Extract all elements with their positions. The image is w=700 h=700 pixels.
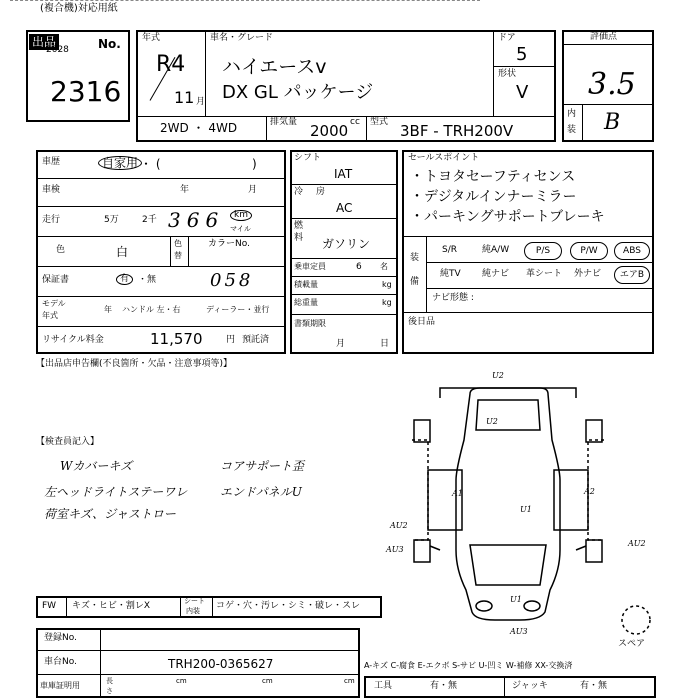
mark-au3-left: AU3 (386, 545, 404, 554)
equip-airbag: エアB (614, 266, 650, 284)
equip-ext-navi: 外ナビ (574, 269, 602, 279)
mark-u1: U1 (520, 505, 532, 514)
displacement-label: 排気量 (270, 117, 298, 127)
name-label: 車名・グレード (210, 33, 274, 43)
door-count: 5 (516, 44, 528, 65)
lot-shuppin-label: 出品 (29, 34, 59, 50)
later-label: 後日品 (408, 317, 436, 327)
grade-score: 3.5 (588, 67, 636, 102)
reki-label: 車歴 (42, 157, 61, 167)
store-notes-label: 【出品店申告欄(不良箇所・欠品・注意事項等)】 (36, 359, 233, 369)
interior-label-2: 装 (567, 125, 577, 135)
shaken-year-unit: 年 (180, 185, 190, 195)
dealer: ディーラー・並行 (206, 305, 270, 314)
equip-tv: 純TV (440, 269, 461, 279)
weight-unit: kg (382, 298, 392, 307)
lot-no-label: No. (98, 37, 121, 51)
door-label: ドア (498, 33, 516, 43)
cert-cm-3: cm (344, 677, 355, 685)
equip-navi: 純ナビ (482, 269, 510, 279)
mark-au2-left: AU2 (390, 521, 408, 530)
color-no-value: 058 (210, 270, 254, 291)
load-unit: kg (382, 280, 392, 289)
chassis-number: TRH200-0365627 (168, 657, 274, 671)
cert-sub-2: さ (106, 687, 113, 695)
jack-value: 有・無 (580, 681, 608, 691)
doc-month: 月 (336, 339, 346, 349)
mark-au3-front: AU3 (510, 627, 528, 636)
shift-label: シフト (294, 153, 322, 163)
warranty-label: 保証書 (42, 275, 70, 285)
reki-rest: ・ ( (140, 157, 161, 171)
color-change-2: 替 (174, 251, 182, 260)
equip-sr: S/R (442, 245, 457, 255)
drive-type: 2WD ・ 4WD (160, 121, 238, 135)
mileage-unit: km (230, 210, 252, 221)
model-label: 型式 (370, 117, 389, 127)
spare-label: スペア (618, 639, 646, 649)
vehicle-grade: DX GL パッケージ (222, 82, 374, 103)
mark-u2-rear: U2 (486, 417, 498, 426)
shape-value: V (516, 82, 529, 103)
color-label: 色 (56, 245, 66, 255)
mileage-sen: 2千 (142, 215, 157, 225)
reki-close: ) (252, 157, 257, 171)
interior-label-1: 内 (567, 109, 577, 119)
cert-label: 車庫証明用 (40, 681, 80, 690)
form-header: (複合機)対応用紙 (40, 3, 118, 14)
handle: ハンドル 左・右 (122, 305, 181, 314)
load-label: 積載量 (294, 280, 318, 289)
equip-pw: P/W (570, 242, 608, 260)
model-year-label-1: モデル (42, 299, 66, 308)
capacity-unit: 名 (380, 262, 388, 271)
cert-sub-1: 長 (106, 677, 113, 685)
damage-legend: A-キズ C-腐食 E-エクボ S-サビ U-凹ミ W-補修 XX-交換済 (364, 661, 573, 670)
equipment-label-2: 備 (410, 277, 420, 287)
note-3: 左ヘッドライトステーワレ (44, 485, 188, 499)
model-year-label-2: 年式 (42, 311, 58, 320)
recycle-label: リサイクル料金 (42, 335, 104, 345)
capacity-label: 乗車定員 (294, 262, 326, 271)
recycle-unit: 円 (226, 335, 236, 345)
color-no-label: カラーNo. (208, 239, 250, 249)
warranty-yes: 有 (116, 274, 133, 285)
vehicle-name: ハイエースv (222, 56, 327, 78)
cert-cm-2: cm (262, 677, 273, 685)
fw-items-2: コゲ・穴・汚レ・シミ・破レ・スレ (216, 601, 361, 611)
equip-leather: 革シート (526, 269, 563, 279)
year-month-unit: 月 (196, 97, 206, 107)
model-year-unit: 年 (104, 305, 112, 314)
lot-stamp: 2028 (46, 45, 69, 55)
color-change-1: 色 (174, 239, 182, 248)
fuel-label-1: 燃 (294, 221, 304, 231)
shift-value: IAT (334, 167, 353, 181)
mark-au2-right: AU2 (628, 539, 646, 548)
tools-value: 有・無 (430, 681, 458, 691)
ac-value: AC (336, 201, 353, 215)
mark-u2-top: U2 (492, 371, 504, 380)
inspector-label: 【検査員記入】 (36, 437, 100, 447)
mark-a2: A2 (584, 487, 595, 496)
lot-number: 2316 (50, 75, 122, 108)
reki-value: 自家用 (98, 156, 142, 170)
displacement-unit: cc (350, 117, 360, 127)
equip-aw: 純A/W (482, 245, 510, 255)
color-value: 白 (116, 245, 129, 259)
equip-abs: ABS (614, 242, 650, 260)
capacity-value: 6 (356, 262, 362, 272)
car-damage-diagram (386, 370, 690, 640)
grade-label: 評価点 (590, 32, 618, 42)
equip-ps: P/S (524, 242, 562, 260)
shaken-month-unit: 月 (248, 185, 258, 195)
cert-cm-1: cm (176, 677, 187, 685)
fuel-value: ガソリン (322, 237, 371, 251)
recycle-note: 預託済 (242, 335, 270, 345)
recycle-value: 11,570 (150, 330, 203, 348)
navi-type-label: ナビ形態 : (432, 293, 474, 303)
mark-u1-front: U1 (510, 595, 522, 604)
fw-seat-2: 内装 (186, 607, 200, 615)
model-code: 3BF - TRH200V (400, 122, 514, 140)
fuel-label-2: 料 (294, 233, 304, 243)
weight-label: 総重量 (294, 298, 318, 307)
year-era: R4 (156, 52, 186, 77)
tools-label: 工具 (374, 681, 393, 691)
top-cut-line (10, 0, 480, 1)
doc-day: 日 (380, 339, 390, 349)
sales-point-3: ・パーキングサポートブレーキ (410, 209, 605, 225)
fw-label: FW (42, 601, 57, 611)
note-4: エンドパネルU (220, 485, 302, 499)
note-2: コアサポート歪 (220, 459, 305, 473)
mileage-man: 5万 (104, 215, 119, 225)
year-month: 11 (174, 88, 195, 107)
shaken-label: 車検 (42, 185, 61, 195)
note-1: Wカバーキズ (60, 459, 133, 473)
reg-label: 登録No. (44, 633, 77, 643)
sales-point-1: ・トヨタセーフティセンス (410, 169, 576, 185)
tools-box (364, 676, 656, 698)
year-label: 年式 (142, 33, 161, 43)
jack-label: ジャッキ (512, 681, 548, 691)
mark-a1: A1 (452, 489, 463, 498)
shape-label: 形状 (498, 69, 517, 79)
ac-label-1: 冷 (294, 187, 304, 197)
note-5: 荷室キズ、ジャストロー (44, 507, 176, 521)
mileage-unit-alt: マイル (230, 225, 251, 233)
equipment-label-1: 装 (410, 253, 420, 263)
doc-label: 書類期限 (294, 319, 326, 328)
displacement-value: 2000 (310, 122, 349, 140)
sales-point-2: ・デジタルインナーミラー (410, 189, 577, 205)
sales-label: セールスポイント (408, 153, 480, 163)
chassis-label: 車台No. (44, 657, 77, 667)
interior-grade: B (604, 110, 621, 135)
mileage-value: 366 (168, 208, 225, 232)
fw-seat-1: シート (184, 597, 205, 605)
warranty-no: ・無 (138, 275, 157, 285)
fw-items: キズ・ヒビ・割レX (72, 601, 150, 611)
history-box (36, 150, 286, 354)
ac-label-2: 房 (316, 187, 326, 197)
mileage-label: 走行 (42, 215, 61, 225)
